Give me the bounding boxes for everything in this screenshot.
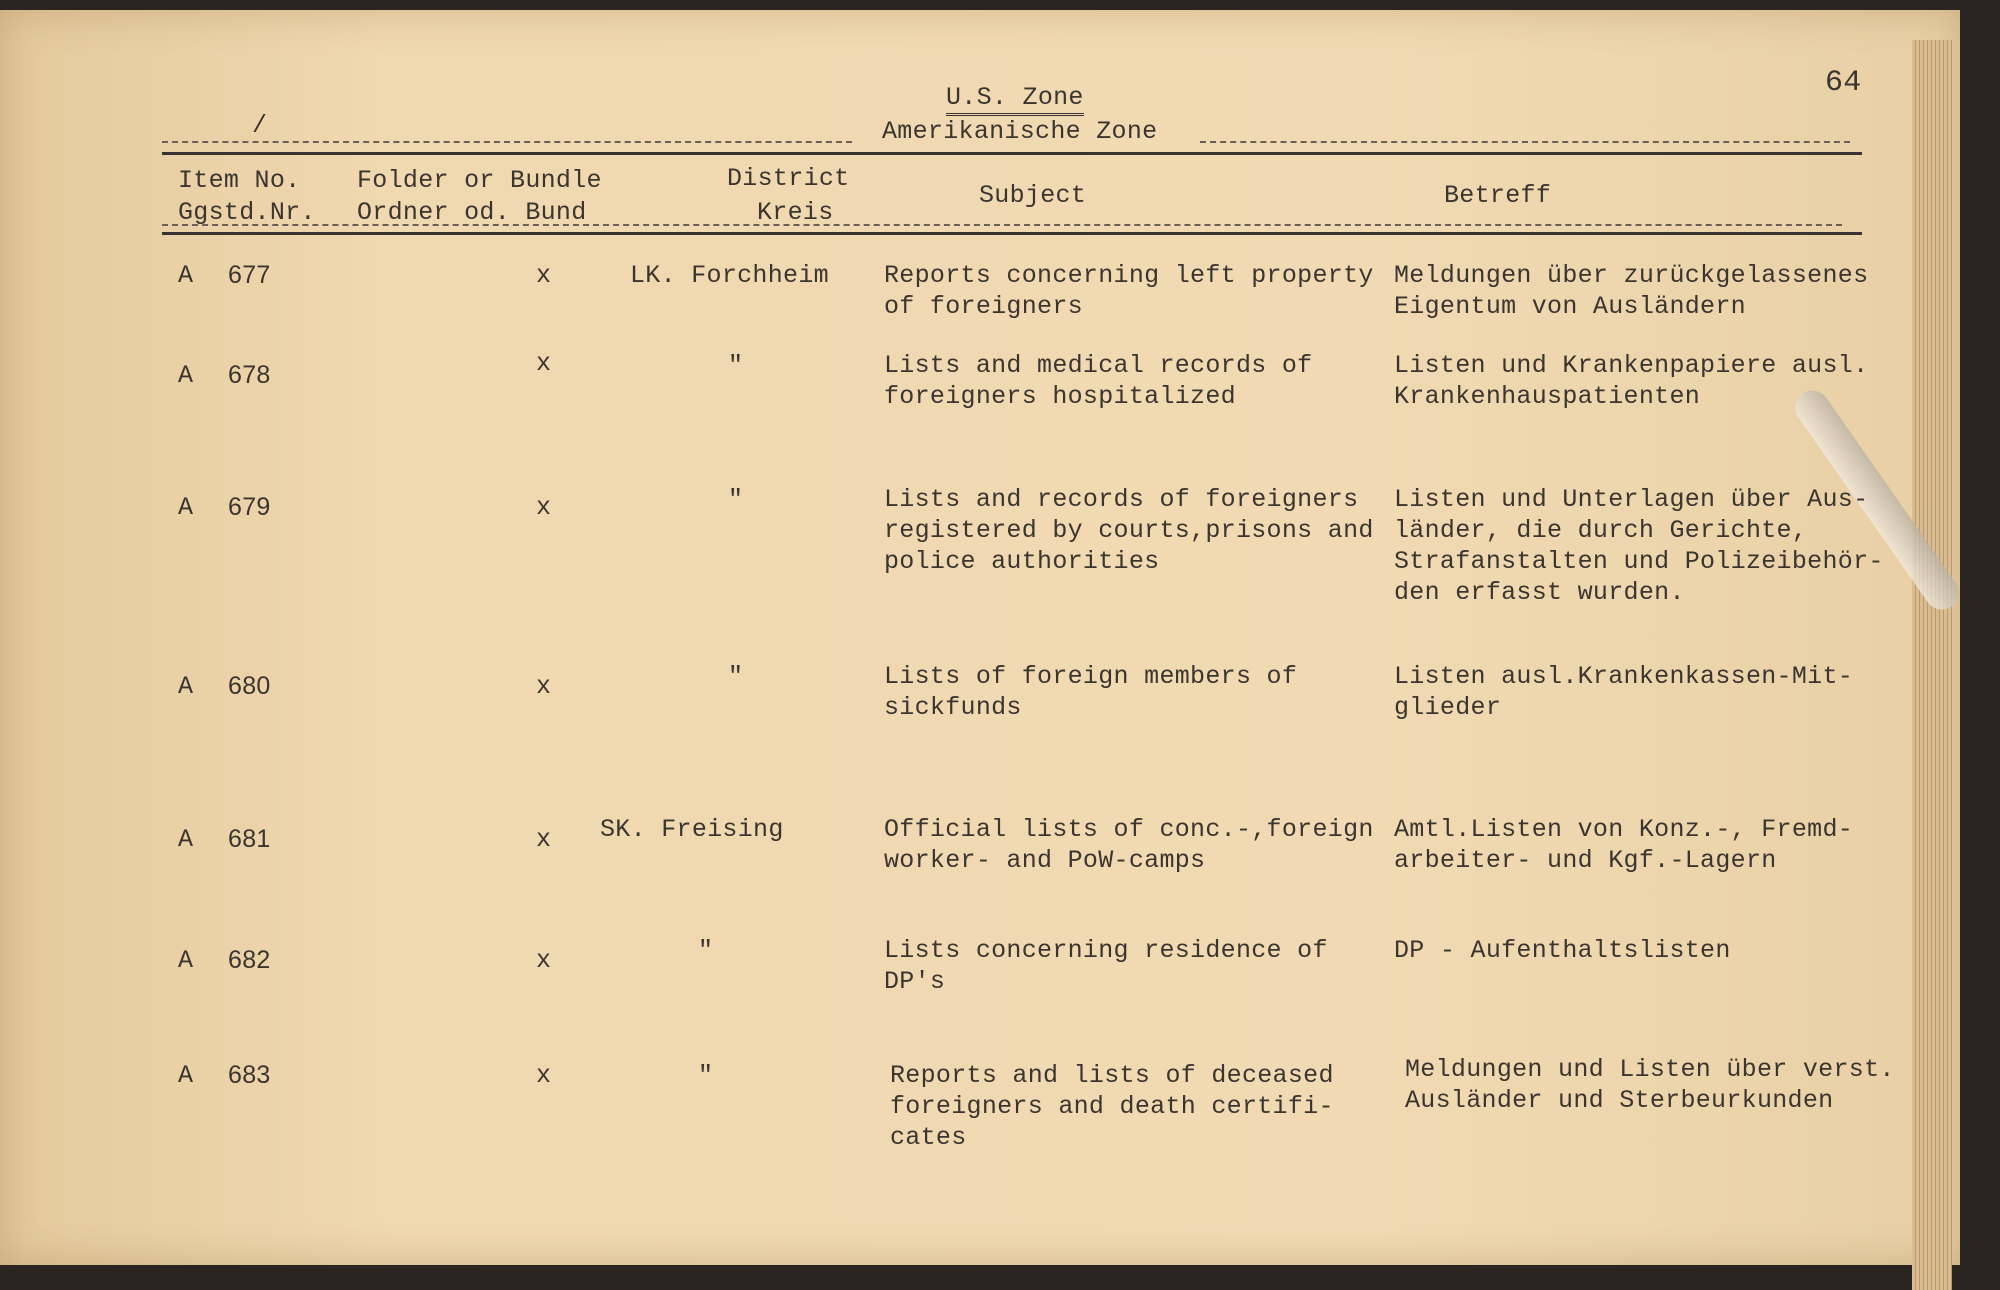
bundle-mark: x — [536, 349, 552, 378]
page-number: 64 — [1825, 66, 1862, 100]
col-betreff: Betreff — [1444, 181, 1552, 210]
item-prefix: A — [178, 493, 194, 522]
item-number: 679 — [228, 493, 271, 521]
subject: Lists of foreign members of sickfunds — [884, 662, 1298, 722]
subject: Lists and medical records of foreigners hospitalized — [884, 351, 1313, 411]
col-item-de: Ggstd.Nr. — [178, 198, 316, 227]
district: SK. Freising — [600, 815, 784, 844]
item-number: 683 — [228, 1061, 271, 1089]
district: " — [728, 662, 744, 691]
item-prefix: A — [178, 946, 194, 975]
item-prefix: A — [178, 361, 194, 390]
item-number: 680 — [228, 672, 271, 700]
bundle-mark: x — [536, 946, 552, 975]
col-folder-de: Ordner od. Bund — [357, 198, 587, 227]
item-number: 678 — [228, 361, 271, 389]
zone-title-de: Amerikanische Zone — [882, 117, 1158, 146]
item-prefix: A — [178, 1061, 194, 1090]
district: LK. Forchheim — [630, 261, 829, 290]
col-folder-en: Folder or Bundle — [357, 166, 602, 195]
subject: Official lists of conc.-,foreign worker- and PoW-camps — [884, 815, 1374, 875]
dashed-rule — [162, 141, 852, 143]
page-stack-edge — [1912, 40, 1952, 1290]
betreff: Listen ausl.Krankenkassen-Mit- glieder — [1394, 662, 1854, 722]
district: " — [728, 485, 744, 514]
document-page — [0, 10, 1960, 1265]
item-number: 677 — [228, 261, 271, 289]
header-rule-top — [162, 152, 1862, 155]
col-district-de: Kreis — [757, 198, 834, 227]
district: " — [728, 351, 744, 380]
bundle-mark: x — [536, 1061, 552, 1090]
bundle-mark: x — [536, 493, 552, 522]
col-district-en: District — [727, 164, 850, 193]
subject: Reports concerning left property of foreigners — [884, 261, 1374, 321]
bundle-mark: x — [536, 825, 552, 854]
betreff: Meldungen über zurückgelassenes Eigentum von Ausländern — [1394, 261, 1869, 321]
betreff: Listen und Unterlagen über Aus- länder, die durch Gerichte, Strafanstalten und Polizeibehör- den erfasst wurden. — [1394, 485, 1884, 607]
item-number: 682 — [228, 946, 271, 974]
betreff: Amtl.Listen von Konz.-, Fremd- arbeiter- und Kgf.-Lagern — [1394, 815, 1854, 875]
item-prefix: A — [178, 261, 194, 290]
slash-mark: / — [252, 111, 268, 140]
col-subject: Subject — [979, 181, 1087, 210]
district: " — [698, 936, 714, 965]
header-rule-bottom — [162, 232, 1862, 235]
item-prefix: A — [178, 672, 194, 701]
zone-title-en: U.S. Zone — [946, 82, 1084, 116]
betreff: DP - Aufenthaltslisten — [1394, 936, 1731, 965]
betreff: Listen und Krankenpapiere ausl. Krankenhauspatienten — [1394, 351, 1869, 411]
subject: Reports and lists of deceased foreigners and death certifi- cates — [890, 1061, 1334, 1152]
item-number: 681 — [228, 825, 271, 853]
bundle-mark: x — [536, 261, 552, 290]
dashed-rule — [1200, 141, 1850, 143]
bundle-mark: x — [536, 672, 552, 701]
subject: Lists and records of foreigners registered by courts,prisons and police authorities — [884, 485, 1374, 576]
header-dashed-rule — [162, 224, 1842, 226]
district: " — [698, 1061, 714, 1090]
subject: Lists concerning residence of DP's — [884, 936, 1328, 996]
item-prefix: A — [178, 825, 194, 854]
betreff: Meldungen und Listen über verst. Ausländer und Sterbeurkunden — [1405, 1055, 1895, 1115]
col-item-en: Item No. — [178, 166, 301, 195]
